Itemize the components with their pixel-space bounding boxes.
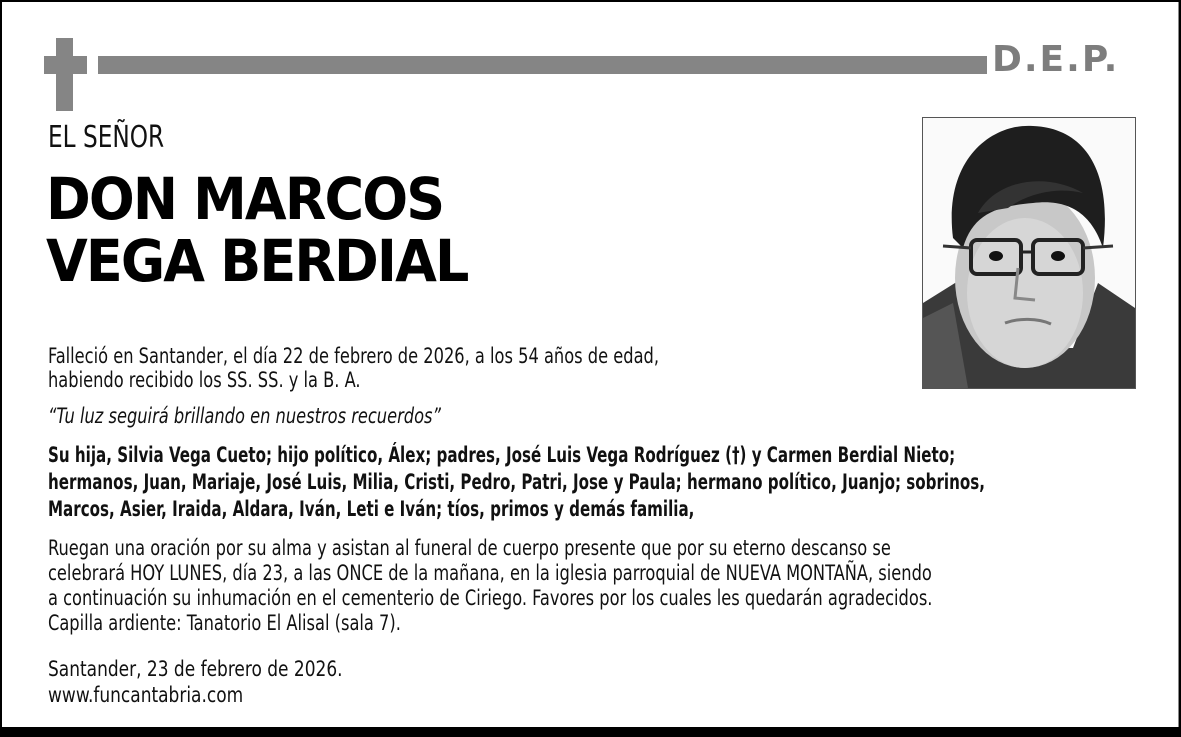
cross-icon-arm bbox=[44, 56, 87, 74]
header-rule bbox=[98, 56, 987, 74]
funeral-details bbox=[48, 536, 932, 636]
memorial-quote: “Tu luz seguirá brillando en nuestros recuerdos” bbox=[48, 404, 441, 428]
family-list bbox=[48, 442, 985, 523]
name-line-1: DON MARCOS bbox=[46, 165, 444, 233]
deceased-name bbox=[46, 165, 468, 295]
dep-label: D.E.P. bbox=[992, 39, 1120, 80]
funeral-line: Capilla ardiente: Tanatorio El Alisal (sala 7). bbox=[48, 611, 401, 635]
death-line-2: habiendo recibido los SS. SS. y la B. A. bbox=[48, 368, 361, 392]
deceased-photo bbox=[922, 117, 1136, 389]
death-notice bbox=[48, 344, 659, 392]
bottom-border bbox=[0, 729, 1181, 737]
death-line-1: Falleció en Santander, el día 22 de febrero de 2026, a los 54 años de edad, bbox=[48, 344, 660, 368]
funeral-line: celebrará HOY LUNES, día 23, a las ONCE de la mañana, en la iglesia parroquial de NUEVA MONTAÑA, siendo bbox=[48, 561, 932, 585]
family-line: Marcos, Asier, Iraida, Aldara, Iván, Leti e Iván; tíos, primos y demás familia, bbox=[48, 497, 695, 521]
website-link[interactable]: www.funcantabria.com bbox=[48, 683, 244, 707]
cross-icon bbox=[56, 38, 73, 111]
footer bbox=[48, 656, 343, 708]
portrait-icon bbox=[923, 118, 1135, 388]
honorific: EL SEÑOR bbox=[48, 120, 165, 155]
funeral-line: Ruegan una oración por su alma y asistan al funeral de cuerpo presente que por su eterno descanso se bbox=[48, 536, 891, 560]
family-line: hermanos, Juan, Mariaje, José Luis, Milia, Cristi, Pedro, Patri, Jose y Paula; hermano político, Juanjo; sobrinos, bbox=[48, 470, 986, 494]
place-date: Santander, 23 de febrero de 2026. bbox=[48, 657, 343, 681]
obituary-page bbox=[2, 2, 1179, 727]
name-line-2: VEGA BERDIAL bbox=[46, 227, 468, 295]
funeral-line: a continuación su inhumación en el cementerio de Ciriego. Favores por los cuales les quedarán agradecidos. bbox=[48, 586, 933, 610]
family-line: Su hija, Silvia Vega Cueto; hijo político, Álex; padres, José Luis Vega Rodríguez (†) y Carmen Berdial Nieto; bbox=[48, 443, 956, 467]
